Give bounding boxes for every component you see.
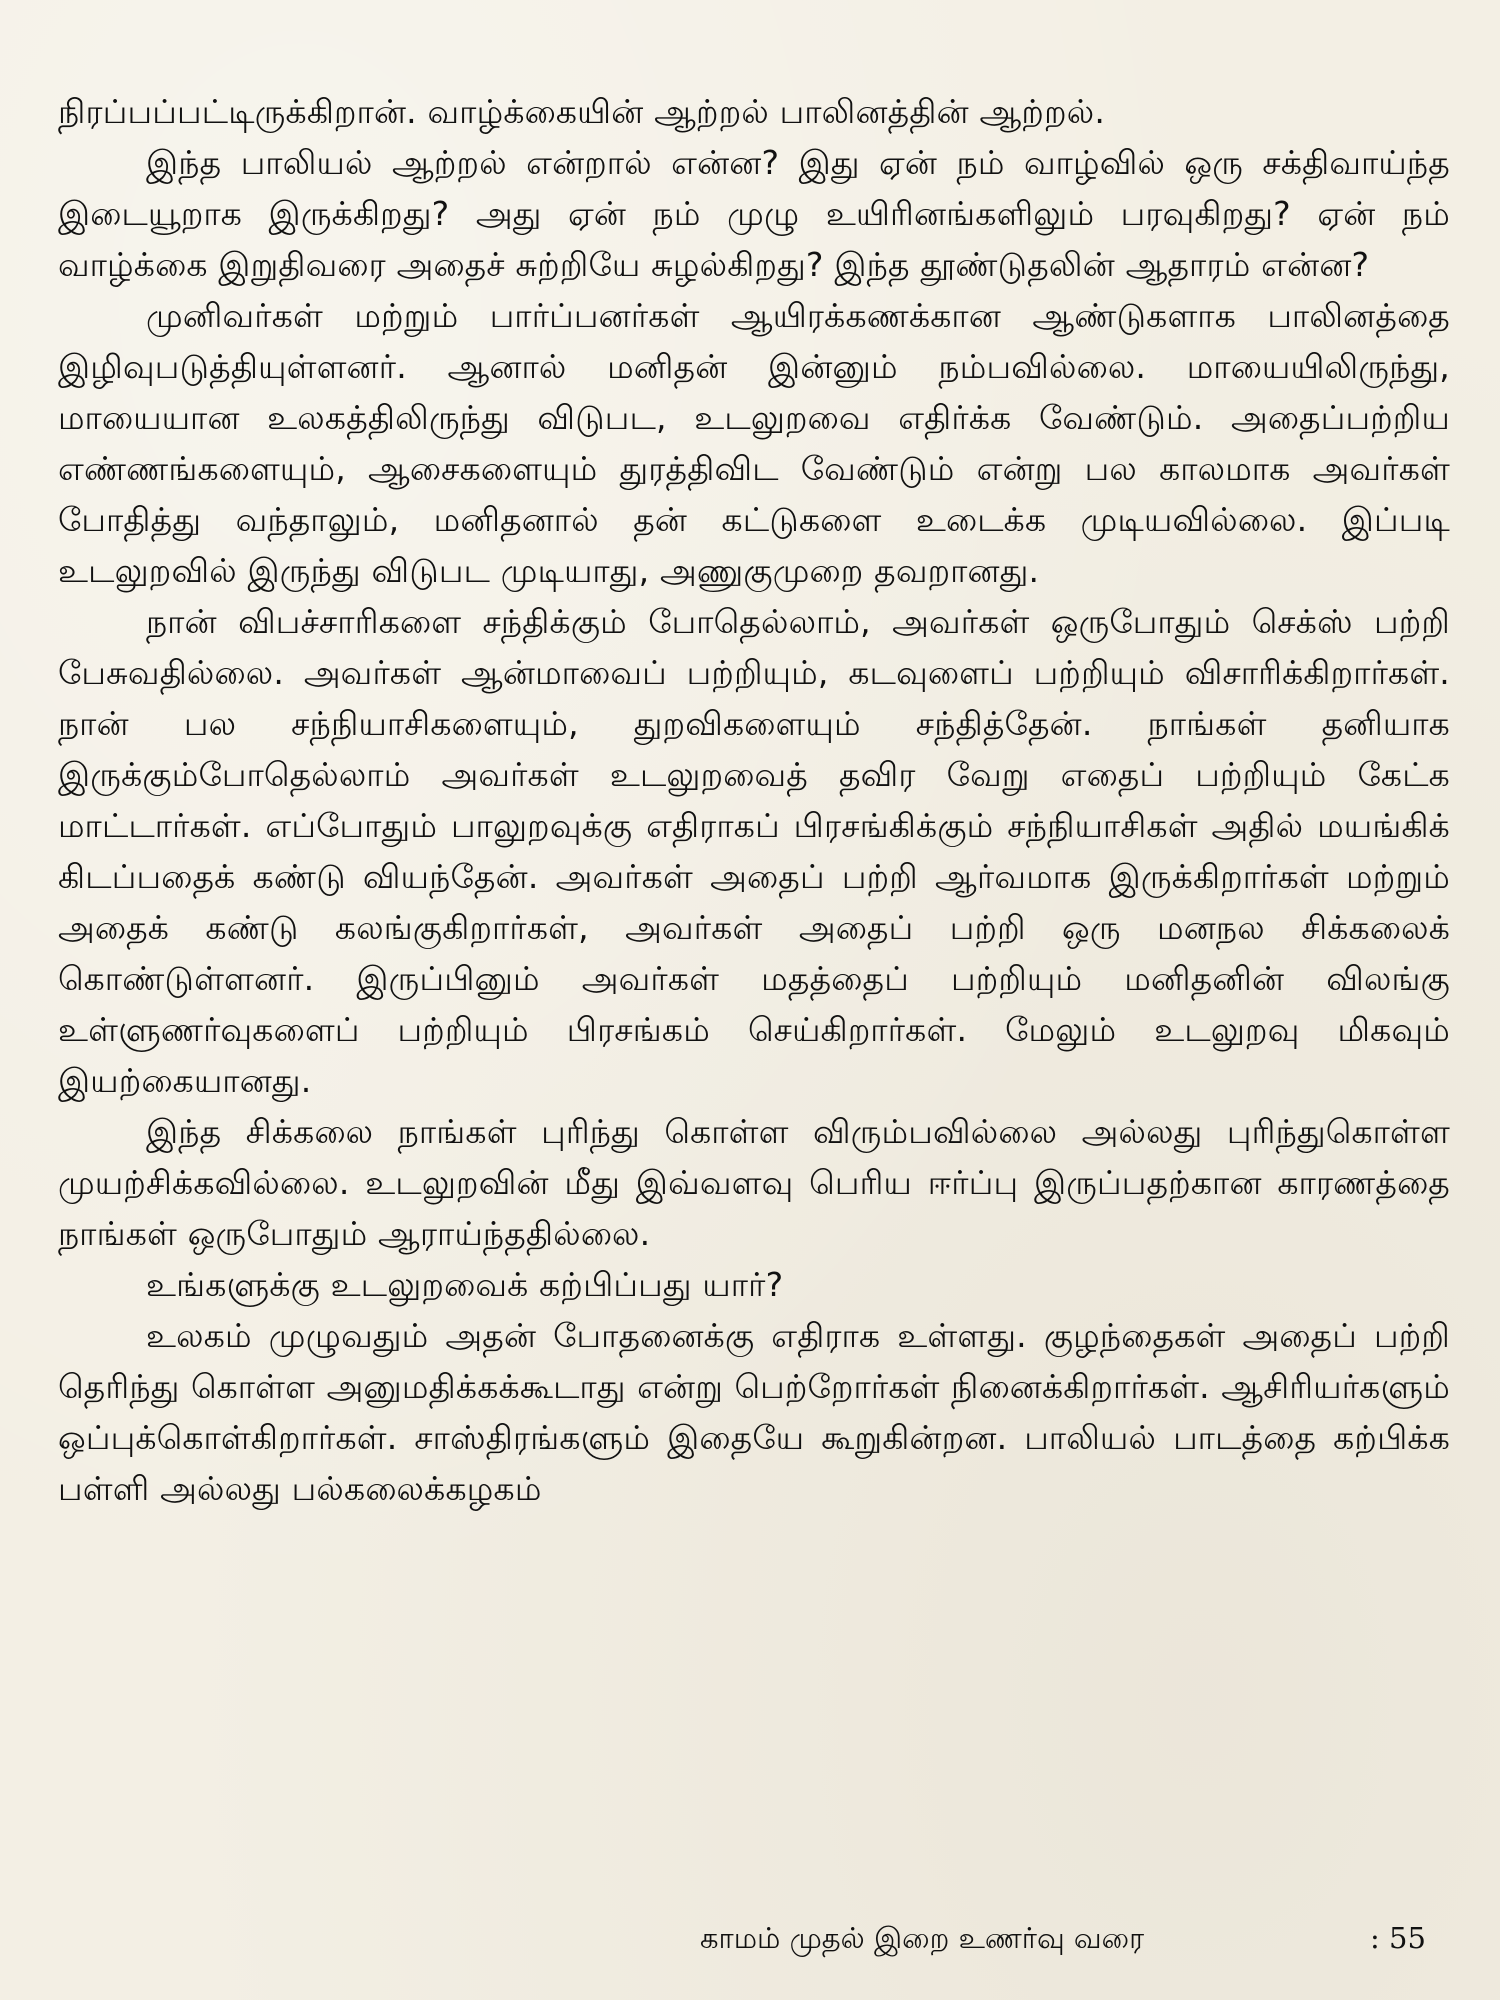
paragraph-continuation: நிரப்பப்பட்டிருக்கிறான். வாழ்க்கையின் ஆற்றல் பாலினத்தின் ஆற்றல். [58,92,1106,131]
paragraph: உலகம் முழுவதும் அதன் போதனைக்கு எதிராக உள்ளது. குழந்தைகள் அதைப் பற்றி தெரிந்து கொள்ள அனுமதிக்கக்கூடாது என்று பெற்றோர்கள் நினைக்கிறார்கள். ஆசிரியர்களும் ஒப்புக்கொள்கிறார்கள். சாஸ்திரங்களும் இதையே கூறுகின்றன. பாலியல் பாடத்தை கற்பிக்க பள்ளி அல்லது பல்கலைக்கழகம் [58,1316,1450,1508]
page-text-body [58,86,1450,1514]
running-footer-title: காமம் முதல் இறை உணர்வு வரை [700,1921,1145,1955]
page-number: : 55 [1370,1921,1426,1955]
paragraph-question: உங்களுக்கு உடலுறவைக் கற்பிப்பது யார்? [146,1265,784,1304]
paragraph: இந்த பாலியல் ஆற்றல் என்றால் என்ன? இது ஏன் நம் வாழ்வில் ஒரு சக்திவாய்ந்த இடையூறாக இருக்கிறது? அது ஏன் நம் முழு உயிரினங்களிலும் பரவுகிறது? ஏன் நம் வாழ்க்கை இறுதிவரை அதைச் சுற்றியே சுழல்கிறது? இந்த தூண்டுதலின் ஆதாரம் என்ன? [58,143,1450,284]
paragraph: நான் விபச்சாரிகளை சந்திக்கும் போதெல்லாம், அவர்கள் ஒருபோதும் செக்ஸ் பற்றி பேசுவதில்லை. அவர்கள் ஆன்மாவைப் பற்றியும், கடவுளைப் பற்றியும் விசாரிக்கிறார்கள். நான் பல சந்நியாசிகளையும், துறவிகளையும் சந்தித்தேன். நாங்கள் தனியாக இருக்கும்போதெல்லாம் அவர்கள் உடலுறவைத் தவிர வேறு எதைப் பற்றியும் கேட்க மாட்டார்கள். எப்போதும் பாலுறவுக்கு எதிராகப் பிரசங்கிக்கும் சந்நியாசிகள் அதில் மயங்கிக் கிடப்பதைக் கண்டு வியந்தேன். அவர்கள் அதைப் பற்றி ஆர்வமாக இருக்கிறார்கள் மற்றும் அதைக் கண்டு கலங்குகிறார்கள், அவர்கள் அதைப் பற்றி ஒரு மனநல சிக்கலைக் கொண்டுள்ளனர். இருப்பினும் அவர்கள் மதத்தைப் பற்றியும் மனிதனின் விலங்கு உள்ளுணர்வுகளைப் பற்றியும் பிரசங்கம் செய்கிறார்கள். மேலும் உடலுறவு மிகவும் இயற்கையானது. [58,602,1450,1100]
paragraph: இந்த சிக்கலை நாங்கள் புரிந்து கொள்ள விரும்பவில்லை அல்லது புரிந்துகொள்ள முயற்சிக்கவில்லை. உடலுறவின் மீது இவ்வளவு பெரிய ஈர்ப்பு இருப்பதற்கான காரணத்தை நாங்கள் ஒருபோதும் ஆராய்ந்ததில்லை. [58,1112,1450,1253]
paragraph: முனிவர்கள் மற்றும் பார்ப்பனர்கள் ஆயிரக்கணக்கான ஆண்டுகளாக பாலினத்தை இழிவுபடுத்தியுள்ளனர். ஆனால் மனிதன் இன்னும் நம்பவில்லை. மாயையிலிருந்து, மாயையான உலகத்திலிருந்து விடுபட, உடலுறவை எதிர்க்க வேண்டும். அதைப்பற்றிய எண்ணங்களையும், ஆசைகளையும் துரத்திவிட வேண்டும் என்று பல காலமாக அவர்கள் போதித்து வந்தாலும், மனிதனால் தன் கட்டுகளை உடைக்க முடியவில்லை. இப்படி உடலுறவில் இருந்து விடுபட முடியாது, அணுகுமுறை தவறானது. [58,296,1450,590]
